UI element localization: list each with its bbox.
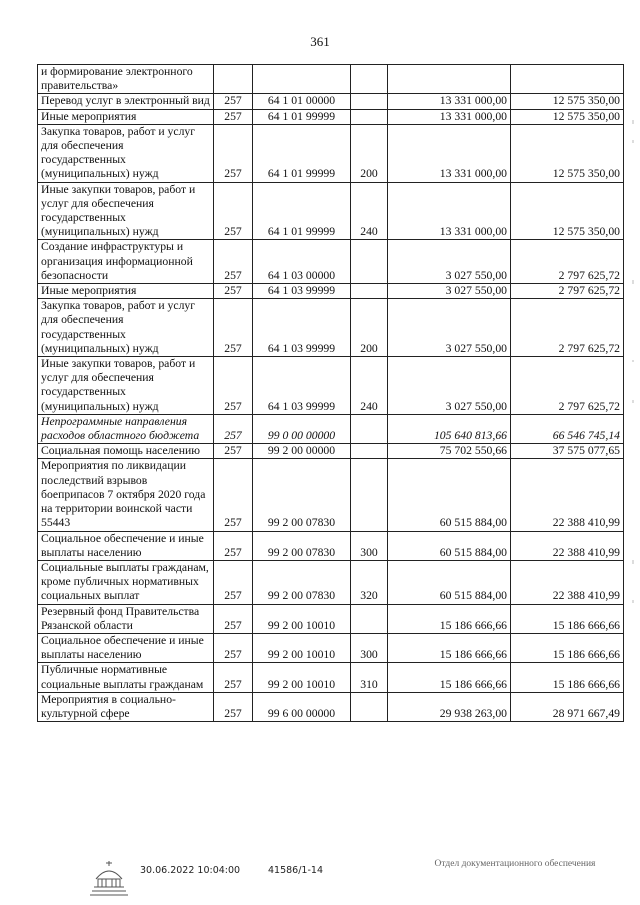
cell-name: Создание инфраструктуры и организация информационной безопасности	[38, 240, 214, 284]
cell-grbs: 257	[214, 414, 253, 443]
cell-name: Социальная помощь населению	[38, 444, 214, 459]
cell-grbs	[214, 65, 253, 94]
cell-sum-executed: 12 575 350,00	[511, 94, 624, 109]
cell-csr: 64 1 03 99999	[253, 284, 351, 299]
cell-sum-executed: 12 575 350,00	[511, 182, 624, 240]
table-row	[38, 531, 624, 560]
cell-name: Закупка товаров, работ и услуг для обеспечения государственных (муниципальных) нужд	[38, 124, 214, 182]
cell-sum-executed: 12 575 350,00	[511, 124, 624, 182]
cell-sum-planned: 3 027 550,00	[388, 299, 511, 357]
cell-vr	[351, 240, 388, 284]
cell-sum-planned: 3 027 550,00	[388, 284, 511, 299]
footer-stamp: Отдел документационного обеспечения	[434, 859, 596, 869]
cell-vr: 240	[351, 182, 388, 240]
cell-name: Иные закупки товаров, работ и услуг для обеспечения государственных (муниципальных) нужд	[38, 182, 214, 240]
cell-sum-planned: 13 331 000,00	[388, 182, 511, 240]
cell-sum-executed: 2 797 625,72	[511, 284, 624, 299]
table-row	[38, 284, 624, 299]
cell-sum-executed: 2 797 625,72	[511, 299, 624, 357]
cell-grbs: 257	[214, 284, 253, 299]
cell-sum-planned: 60 515 884,00	[388, 459, 511, 531]
cell-name: Непрограммные направления расходов областного бюджета	[38, 414, 214, 443]
emblem-logo-icon	[86, 857, 132, 897]
cell-sum-executed: 37 575 077,65	[511, 444, 624, 459]
table-row	[38, 240, 624, 284]
cell-vr	[351, 414, 388, 443]
cell-csr: 64 1 01 99999	[253, 182, 351, 240]
cell-sum-executed: 28 971 667,49	[511, 692, 624, 721]
cell-grbs: 257	[214, 444, 253, 459]
table-row	[38, 182, 624, 240]
cell-grbs: 257	[214, 240, 253, 284]
cell-sum-planned: 60 515 884,00	[388, 531, 511, 560]
cell-sum-planned: 3 027 550,00	[388, 357, 511, 415]
cell-sum-planned: 60 515 884,00	[388, 560, 511, 604]
cell-grbs: 257	[214, 531, 253, 560]
cell-sum-executed: 2 797 625,72	[511, 240, 624, 284]
cell-csr: 64 1 03 99999	[253, 357, 351, 415]
cell-csr: 99 2 00 07830	[253, 560, 351, 604]
cell-vr	[351, 284, 388, 299]
table-row	[38, 444, 624, 459]
cell-vr: 240	[351, 357, 388, 415]
cell-name: Закупка товаров, работ и услуг для обеспечения государственных (муниципальных) нужд	[38, 299, 214, 357]
cell-name: Мероприятия в социально-культурной сфере	[38, 692, 214, 721]
cell-sum-executed: 15 186 666,66	[511, 604, 624, 633]
cell-csr: 64 1 01 99999	[253, 124, 351, 182]
cell-sum-executed: 66 546 745,14	[511, 414, 624, 443]
cell-grbs: 257	[214, 692, 253, 721]
table-row	[38, 633, 624, 662]
cell-name: Социальные выплаты гражданам, кроме публичных нормативных социальных выплат	[38, 560, 214, 604]
table-row	[38, 109, 624, 124]
cell-sum-planned: 105 640 813,66	[388, 414, 511, 443]
table-row	[38, 459, 624, 531]
cell-sum-executed	[511, 65, 624, 94]
cell-sum-planned: 13 331 000,00	[388, 94, 511, 109]
margin-marks-decoration	[628, 100, 638, 620]
table-row	[38, 357, 624, 415]
table-row	[38, 560, 624, 604]
cell-grbs: 257	[214, 459, 253, 531]
cell-sum-planned: 15 186 666,66	[388, 604, 511, 633]
cell-grbs: 257	[214, 633, 253, 662]
cell-name: Иные мероприятия	[38, 109, 214, 124]
cell-sum-planned	[388, 65, 511, 94]
cell-sum-planned: 13 331 000,00	[388, 109, 511, 124]
cell-sum-executed: 22 388 410,99	[511, 560, 624, 604]
cell-sum-planned: 15 186 666,66	[388, 633, 511, 662]
cell-grbs: 257	[214, 124, 253, 182]
cell-grbs: 257	[214, 299, 253, 357]
table-row	[38, 604, 624, 633]
cell-name: Иные мероприятия	[38, 284, 214, 299]
table-row	[38, 94, 624, 109]
cell-name: Резервный фонд Правительства Рязанской области	[38, 604, 214, 633]
cell-sum-executed: 12 575 350,00	[511, 109, 624, 124]
cell-csr: 99 0 00 00000	[253, 414, 351, 443]
cell-grbs: 257	[214, 560, 253, 604]
cell-vr	[351, 444, 388, 459]
cell-name: Перевод услуг в электронный вид	[38, 94, 214, 109]
cell-vr	[351, 94, 388, 109]
budget-table-body	[38, 65, 624, 722]
footer-datetime: 30.06.2022 10:04:00	[140, 865, 241, 876]
table-row	[38, 663, 624, 692]
cell-csr: 99 2 00 10010	[253, 633, 351, 662]
cell-vr: 200	[351, 124, 388, 182]
cell-vr	[351, 65, 388, 94]
cell-name: Социальное обеспечение и иные выплаты населению	[38, 633, 214, 662]
cell-name: Социальное обеспечение и иные выплаты населению	[38, 531, 214, 560]
cell-vr	[351, 109, 388, 124]
cell-sum-planned: 75 702 550,66	[388, 444, 511, 459]
cell-name: Публичные нормативные социальные выплаты гражданам	[38, 663, 214, 692]
cell-vr: 300	[351, 531, 388, 560]
cell-sum-planned: 3 027 550,00	[388, 240, 511, 284]
cell-csr: 64 1 03 99999	[253, 299, 351, 357]
cell-csr: 99 2 00 07830	[253, 459, 351, 531]
cell-vr	[351, 604, 388, 633]
cell-csr: 64 1 01 00000	[253, 94, 351, 109]
cell-vr: 310	[351, 663, 388, 692]
cell-name: Мероприятия по ликвидации последствий взрывов боеприпасов 7 октября 2020 года на территории воинской части 55443	[38, 459, 214, 531]
cell-csr: 99 2 00 00000	[253, 444, 351, 459]
cell-csr: 99 6 00 00000	[253, 692, 351, 721]
cell-vr: 320	[351, 560, 388, 604]
cell-sum-planned: 29 938 263,00	[388, 692, 511, 721]
cell-grbs: 257	[214, 604, 253, 633]
cell-name: и формирование электронного правительства»	[38, 65, 214, 94]
cell-vr: 300	[351, 633, 388, 662]
cell-csr: 64 1 01 99999	[253, 109, 351, 124]
cell-grbs: 257	[214, 109, 253, 124]
cell-vr	[351, 692, 388, 721]
cell-grbs: 257	[214, 94, 253, 109]
cell-grbs: 257	[214, 182, 253, 240]
table-row	[38, 299, 624, 357]
cell-csr: 99 2 00 10010	[253, 604, 351, 633]
table-row	[38, 692, 624, 721]
cell-sum-executed: 15 186 666,66	[511, 633, 624, 662]
cell-csr: 64 1 03 00000	[253, 240, 351, 284]
cell-grbs: 257	[214, 663, 253, 692]
cell-vr	[351, 459, 388, 531]
cell-vr: 200	[351, 299, 388, 357]
cell-name: Иные закупки товаров, работ и услуг для обеспечения государственных (муниципальных) нужд	[38, 357, 214, 415]
cell-csr: 99 2 00 07830	[253, 531, 351, 560]
page-number: 361	[310, 34, 330, 49]
cell-sum-executed: 15 186 666,66	[511, 663, 624, 692]
budget-table	[37, 64, 624, 722]
cell-sum-executed: 2 797 625,72	[511, 357, 624, 415]
cell-sum-planned: 13 331 000,00	[388, 124, 511, 182]
footer-doc-number: 41586/1-14	[268, 865, 323, 876]
table-row	[38, 414, 624, 443]
cell-sum-executed: 22 388 410,99	[511, 531, 624, 560]
cell-sum-executed: 22 388 410,99	[511, 459, 624, 531]
cell-sum-planned: 15 186 666,66	[388, 663, 511, 692]
cell-csr	[253, 65, 351, 94]
table-row	[38, 124, 624, 182]
cell-csr: 99 2 00 10010	[253, 663, 351, 692]
table-row	[38, 65, 624, 94]
cell-grbs: 257	[214, 357, 253, 415]
